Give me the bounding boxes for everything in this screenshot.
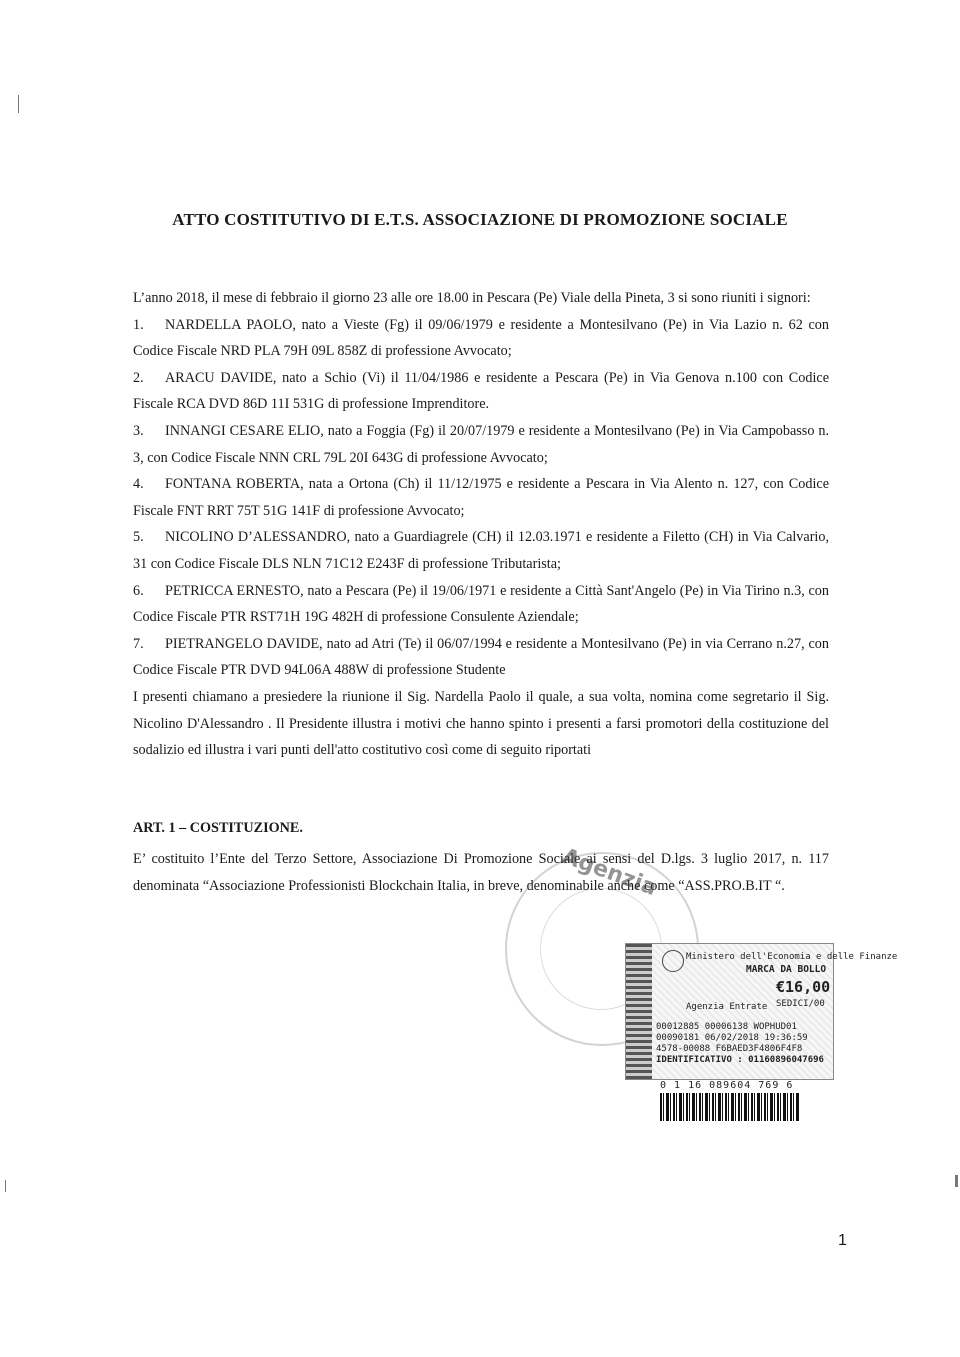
member-number: 2. (133, 369, 144, 386)
member-text: PETRICCA ERNESTO, nato a Pescara (Pe) il 19/06/1971 e residente a Città Sant'Angelo (Pe) in Via Tirino n.3, con Codice Fiscale PTR RST71H 19G 482H di professione Consulente Aziendale; (133, 582, 829, 626)
member-item (133, 471, 829, 524)
barcode-number: 0 1 16 089604 769 6 (660, 1080, 794, 1091)
stamp-hologram-strip (626, 944, 652, 1079)
member-number: 1. (133, 316, 144, 333)
barcode (660, 1093, 800, 1121)
member-item (133, 312, 829, 365)
closing-paragraph: I presenti chiamano a presiedere la riunione il Sig. Nardella Paolo il quale, a sua volta, nomina come segretario il Sig. Nicolino D'Alessandro . Il Presidente illustra i motivi che hanno spinto i presenti a farsi promotori della costituzione del sodalizio ed illustra i vari punti dell'atto costitutivo così come di seguito riportati (133, 688, 829, 759)
member-text: NICOLINO D’ALESSANDRO, nato a Guardiagrele (CH) il 12.03.1971 e residente a Filetto (CH) in Via Calvario, 31 con Codice Fiscale DLS NLN 71C12 E243F di professione Tributarista; (133, 529, 829, 572)
member-item (133, 578, 829, 631)
stamp-amount-words: SEDICI/00 (776, 999, 825, 1009)
scan-artifact (18, 95, 19, 113)
stamp-barcode-block (660, 1080, 810, 1121)
scan-artifact (5, 1180, 6, 1192)
stamp-agency: Agenzia Entrate (686, 1002, 768, 1012)
member-item (133, 365, 829, 418)
stamp-identifier: IDENTIFICATIVO : 01160896047696 (656, 1055, 824, 1065)
member-item (133, 631, 829, 684)
member-number: 6. (133, 582, 144, 599)
stamp-title: MARCA DA BOLLO (746, 964, 827, 975)
member-text: ARACU DAVIDE, nato a Schio (Vi) il 11/04/1986 e residente a Pescara (Pe) in Via Genova n.100 con Codice Fiscale RCA DVD 86D 11I 531G di professione Imprenditore. (133, 369, 829, 413)
member-number: 7. (133, 635, 144, 652)
republic-emblem-icon (662, 950, 684, 972)
member-item (133, 524, 829, 577)
revenue-stamp (625, 943, 898, 1080)
scan-artifact (955, 1175, 958, 1187)
article-title: ART. 1 – COSTITUZIONE. (133, 820, 303, 836)
intro-paragraph: L’anno 2018, il mese di febbraio il giorno 23 alle ore 18.00 in Pescara (Pe) Viale della Pineta, 3 si sono riuniti i signori: (133, 290, 811, 306)
article-text: E’ costituito l’Ente del Terzo Settore, Associazione Di Promozione Sociale ai sensi del D.lgs. 3 luglio 2017, n. 117 denominata “Associazione Professionisti Blockchain Italia, in breve, denominabile anche come “ASS.PRO.B.IT “. (133, 851, 829, 894)
member-text: NARDELLA PAOLO, nato a Vieste (Fg) il 09/06/1979 e residente a Montesilvano (Pe) in Via Lazio n. 62 con Codice Fiscale NRD PLA 79H 09L 858Z di professione Avvocato; (133, 316, 829, 360)
member-list (133, 312, 829, 684)
member-item (133, 418, 829, 471)
document-body (133, 285, 829, 764)
member-text: FONTANA ROBERTA, nata a Ortona (Ch) il 11/12/1975 e residente a Pescara in Via Alento n. 127, con Codice Fiscale FNT RRT 75T 51G 141F di professione Avvocato; (133, 476, 829, 519)
member-number: 3. (133, 422, 144, 439)
page-number: 1 (838, 1232, 847, 1249)
member-text: PIETRANGELO DAVIDE, nato ad Atri (Te) il 06/07/1994 e residente a Montesilvano (Pe) in via Cerrano n.27, con Codice Fiscale PTR DVD 94L06A 488W di professione Studente (133, 635, 829, 679)
stamp-code-line: 00090181 06/02/2018 19:36:59 (656, 1033, 808, 1043)
stamp-ministry: Ministero dell'Economia e delle Finanze (686, 952, 898, 962)
stamp-amount: €16,00 (776, 978, 831, 996)
stamp-code-line: 4578-00088 F6BAED3F4806F4F8 (656, 1044, 803, 1054)
member-number: 5. (133, 529, 144, 546)
seal-text: Agenzia (558, 843, 660, 902)
member-number: 4. (133, 476, 144, 493)
document-title: ATTO COSTITUTIVO DI E.T.S. ASSOCIAZIONE DI PROMOZIONE SOCIALE (172, 210, 788, 229)
member-text: INNANGI CESARE ELIO, nato a Foggia (Fg) il 20/07/1979 e residente a Montesilvano (Pe) in Via Campobasso n. 3, con Codice Fiscale NNN CRL 79L 20I 643G di professione Avvocato; (133, 422, 829, 466)
stamp-code-line: 00012885 00006138 WOPHUD01 (656, 1022, 797, 1032)
